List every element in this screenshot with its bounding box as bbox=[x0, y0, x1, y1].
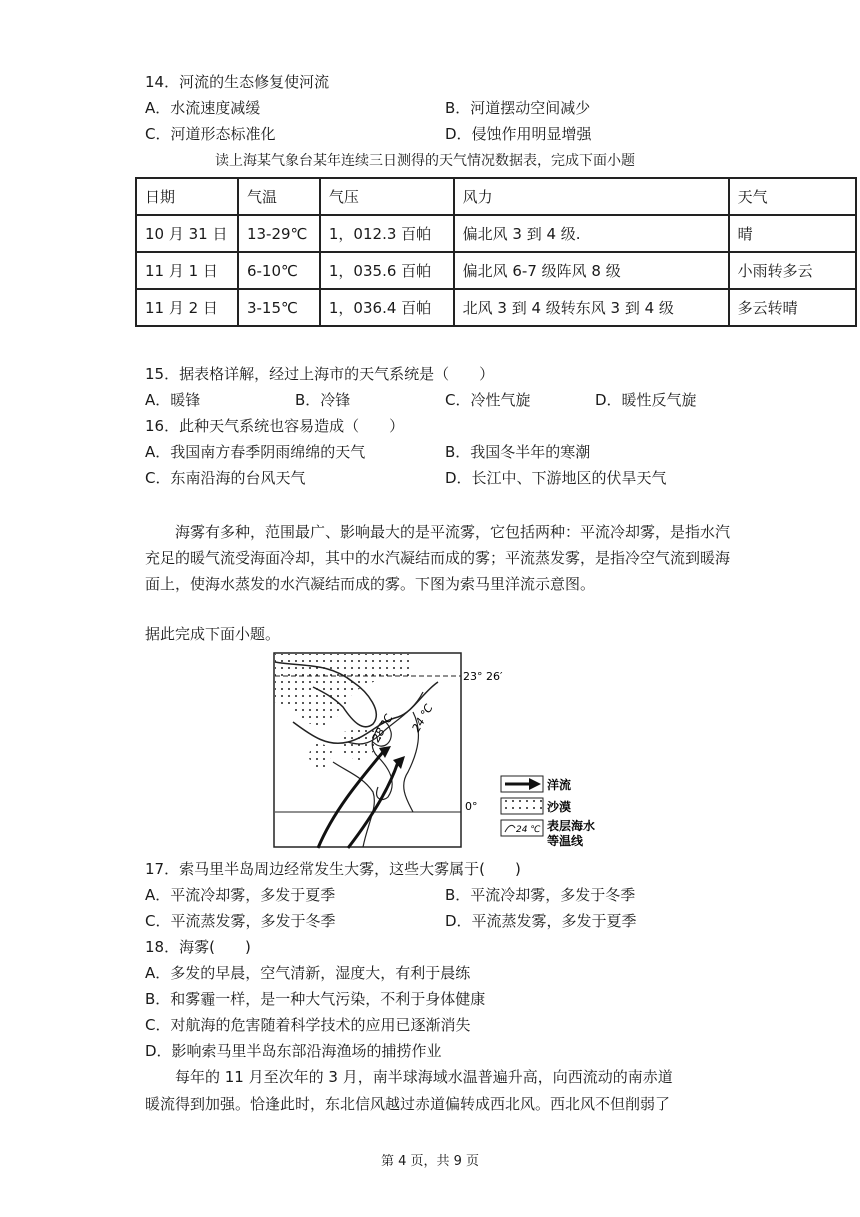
header-weather: 天气 bbox=[729, 178, 856, 215]
header-date: 日期 bbox=[136, 178, 238, 215]
table-row bbox=[136, 252, 856, 289]
legend-isotherm-label-1: 表层海水 bbox=[547, 819, 596, 833]
q16-option-b: B．我国冬半年的寒潮 bbox=[445, 443, 591, 461]
header-temperature: 气温 bbox=[238, 178, 320, 215]
cell-temperature: 6-10℃ bbox=[238, 252, 320, 289]
q15-stem: 15．据表格详解，经过上海市的天气系统是（ ） bbox=[145, 365, 495, 383]
isotherm-28-label: 28 ℃ bbox=[369, 711, 396, 745]
q15-option-b: B．冷锋 bbox=[295, 391, 351, 409]
q17-option-a: A．平流冷却雾，多发于夏季 bbox=[145, 886, 336, 904]
cell-pressure: 1，012.3 百帕 bbox=[320, 215, 454, 252]
q18-option-b: B．和雾霾一样，是一种大气污染，不利于身体健康 bbox=[145, 990, 486, 1008]
q16-option-d: D．长江中、下游地区的伏旱天气 bbox=[445, 469, 667, 487]
cell-weather: 小雨转多云 bbox=[729, 252, 856, 289]
q17-stem: 17．索马里半岛周边经常发生大雾，这些大雾属于( ) bbox=[145, 860, 521, 878]
table-row bbox=[136, 215, 856, 252]
q14-option-d: D．侵蚀作用明显增强 bbox=[445, 125, 592, 143]
fog-passage: 海雾有多种，范围最广、影响最大的是平流雾，它包括两种：平流冷却雾，是指水汽充足的暖气流受海面冷却，其中的水汽凝结而成的雾；平流蒸发雾，是指冷空气流到暖海面上，使海水蒸发的水汽凝结而成的雾。下图为索马里洋流示意图。 bbox=[145, 523, 731, 593]
q18-option-d: D．影响索马里半岛东部沿海渔场的捕捞作业 bbox=[145, 1042, 442, 1060]
cell-weather: 晴 bbox=[729, 215, 856, 252]
legend-isotherm-label-2: 等温线 bbox=[547, 834, 584, 848]
legend-current-label: 洋流 bbox=[547, 778, 572, 792]
cell-date: 11 月 2 日 bbox=[136, 289, 238, 326]
isotherm-24-label: 24 ℃ bbox=[409, 701, 436, 735]
q16-option-c: C．东南沿海的台风天气 bbox=[145, 469, 306, 487]
q18-option-c: C．对航海的危害随着科学技术的应用已逐渐消失 bbox=[145, 1016, 471, 1034]
legend-isotherm-sample: 24 ℃ bbox=[516, 825, 541, 835]
coastline-east-africa bbox=[333, 762, 374, 847]
somali-current-map bbox=[273, 652, 633, 852]
table-intro: 读上海某气象台某年连续三日测得的天气情况数据表，完成下面小题 bbox=[215, 153, 635, 169]
legend-isotherm-icon bbox=[505, 825, 515, 832]
map-legend bbox=[501, 776, 595, 848]
passage-prompt: 据此完成下面小题。 bbox=[145, 625, 281, 643]
q14-stem: 14．河流的生态修复使河流 bbox=[145, 73, 330, 91]
q18-option-a: A．多发的早晨，空气清新，湿度大，有利于晨练 bbox=[145, 964, 471, 982]
final-paragraph-line-2: 暖流得到加强。恰逢此时，东北信风越过赤道偏转成西北风。西北风不但削弱了 bbox=[145, 1095, 671, 1113]
cell-pressure: 1，036.4 百帕 bbox=[320, 289, 454, 326]
q15-option-c: C．冷性气旋 bbox=[445, 391, 531, 409]
cell-weather: 多云转晴 bbox=[729, 289, 856, 326]
lat-tropic-label: 23° 26′ bbox=[463, 670, 503, 683]
q17-option-d: D．平流蒸发雾，多发于夏季 bbox=[445, 912, 637, 930]
q15-option-d: D．暖性反气旋 bbox=[595, 391, 697, 409]
q14-option-b: B．河道摆动空间减少 bbox=[445, 99, 591, 117]
table-row bbox=[136, 289, 856, 326]
lat-equator-label: 0° bbox=[465, 800, 478, 813]
q14-option-a: A．水流速度减缓 bbox=[145, 99, 261, 117]
legend-desert-label: 沙漠 bbox=[547, 800, 572, 814]
cell-temperature: 13-29℃ bbox=[238, 215, 320, 252]
q18-stem: 18．海雾( ) bbox=[145, 938, 251, 956]
cell-date: 10 月 31 日 bbox=[136, 215, 238, 252]
page-footer: 第 4 页，共 9 页 bbox=[380, 1154, 480, 1169]
header-wind: 风力 bbox=[454, 178, 729, 215]
cell-wind: 偏北风 3 到 4 级. bbox=[454, 215, 729, 252]
q17-option-c: C．平流蒸发雾，多发于冬季 bbox=[145, 912, 336, 930]
cell-wind: 偏北风 6-7 级阵风 8 级 bbox=[454, 252, 729, 289]
cell-temperature: 3-15℃ bbox=[238, 289, 320, 326]
cell-date: 11 月 1 日 bbox=[136, 252, 238, 289]
q16-stem: 16．此种天气系统也容易造成（ ） bbox=[145, 417, 405, 435]
table-header-row bbox=[136, 178, 856, 215]
q15-option-a: A．暖锋 bbox=[145, 391, 201, 409]
desert-inland bbox=[308, 742, 333, 772]
weather-table bbox=[135, 177, 857, 327]
cell-wind: 北风 3 到 4 级转东风 3 到 4 级 bbox=[454, 289, 729, 326]
final-paragraph-line-1: 每年的 11 月至次年的 3 月，南半球海域水温普遍升高，向西流动的南赤道 bbox=[175, 1068, 673, 1086]
q17-option-b: B．平流冷却雾，多发于冬季 bbox=[445, 886, 636, 904]
q14-option-c: C．河道形态标准化 bbox=[145, 125, 276, 143]
header-pressure: 气压 bbox=[320, 178, 454, 215]
cell-pressure: 1，035.6 百帕 bbox=[320, 252, 454, 289]
q16-option-a: A．我国南方春季阴雨绵绵的天气 bbox=[145, 443, 366, 461]
legend-desert-icon bbox=[501, 798, 543, 814]
